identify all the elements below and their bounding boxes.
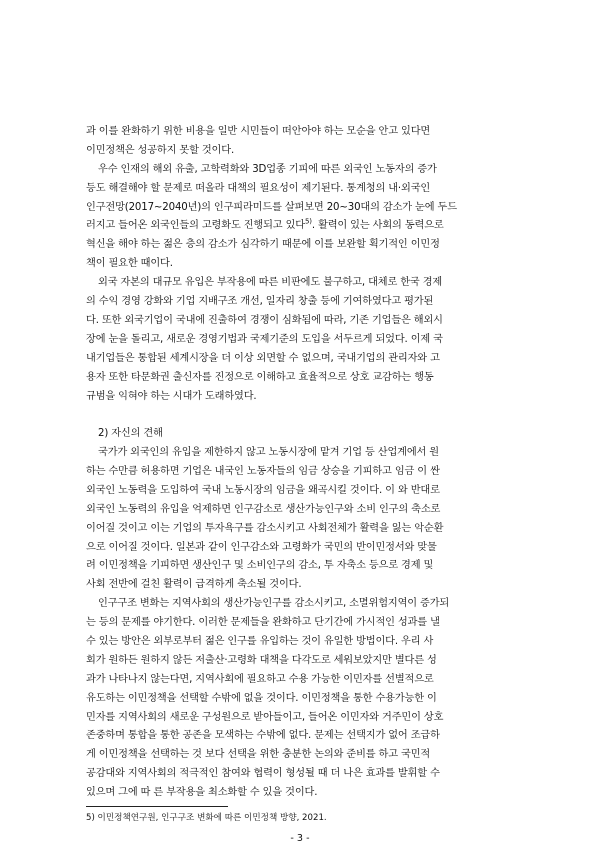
body-line: 인구전망(2017~2040년)의 인구피라미드를 살펴보면 20~30대의 감소가 눈에 두드 bbox=[86, 202, 457, 213]
footnote: 5) 이민정책연구원, 인구구조 변화에 따른 이민정책 방향, 2021. bbox=[86, 813, 327, 823]
body-line: 책이 필요한 때이다. bbox=[86, 258, 173, 269]
page-number: - 3 - bbox=[290, 833, 310, 844]
body-line: 이민정책은 성공하지 못할 것이다. bbox=[86, 145, 235, 156]
body-line-with-footnote bbox=[0, 217, 600, 232]
body-line: 외국인 노동력을 도입하여 국내 노동시장의 임금을 왜곡시킬 것이다. 이 와 반대로 bbox=[86, 485, 440, 496]
body-line: 외국 자본의 대규모 유입은 부작용에 따른 비판에도 불구하고, 대체로 한국 경제 bbox=[98, 277, 443, 288]
body-line: 용자 또한 타문화권 출신자를 진정으로 이해하고 효율적으로 상호 교감하는 행동 bbox=[86, 372, 434, 383]
body-line: 려 이민정책을 기피하면 생산인구 및 소비인구의 감소, 투 자축소 등으로 경제 및 bbox=[86, 560, 434, 571]
body-line: 등도 해결해야 할 문제로 떠올라 대책의 필요성이 제기된다. 통계청의 내·외국인 bbox=[86, 183, 431, 194]
body-line: 수 있는 방안은 외부로부터 젊은 인구를 유입하는 것이 유일한 방법이다. 우리 사 bbox=[86, 636, 434, 647]
body-line: 존중하며 통합을 통한 공존을 모색하는 수밖에 없다. 문제는 선택지가 없어 조급하 bbox=[86, 730, 440, 741]
body-line: 내기업들은 통합된 세계시장을 더 이상 외면할 수 없으며, 국내기업의 관리자와 고 bbox=[86, 353, 440, 364]
body-line: 사회 전반에 걸친 활력이 급격하게 축소될 것이다. bbox=[86, 579, 302, 590]
body-line: 민자를 지역사회의 새로운 구성원으로 받아들이고, 들어온 이민자와 거주민이 상호 bbox=[86, 712, 444, 723]
body-line: 이어질 것이고 이는 기업의 투자욕구를 감소시키고 사회전체가 활력을 잃는 악순환 bbox=[86, 523, 444, 534]
body-line: 과 이를 완화하기 위한 비용을 일반 시민들이 떠안아야 하는 모순을 안고 있다면 bbox=[86, 126, 431, 137]
body-line: 공감대와 지역사회의 적극적인 참여와 협력이 형성될 때 더 나은 효과를 발휘할 수 bbox=[86, 768, 440, 779]
body-line: 의 수익 경영 강화와 기업 지배구조 개선, 일자리 창출 등에 기여하였다고 평가된 bbox=[86, 296, 434, 307]
body-line: 우수 인재의 해외 유출, 고학력화와 3D업종 기피에 따른 외국인 노동자의 증가 bbox=[98, 164, 437, 175]
body-line: 과가 나타나지 않는다면, 지역사회에 필요하고 수용 가능한 이민자를 선별적으로 bbox=[86, 674, 434, 685]
body-line: 유도하는 이민정책을 선택할 수밖에 없을 것이다. 이민정책을 통한 수용가능한 이 bbox=[86, 693, 437, 704]
body-line: 는 등의 문제를 야기한다. 이러한 문제들을 완화하고 단기간에 가시적인 성과를 낼 bbox=[86, 617, 440, 628]
body-line: 국가가 외국인의 유입을 제한하지 않고 노동시장에 맡겨 기업 등 산업계에서 원 bbox=[98, 447, 439, 458]
body-line: 있으며 그에 따 른 부작용을 최소화할 수 있을 것이다. bbox=[86, 787, 318, 798]
section-heading: 2) 자신의 견해 bbox=[98, 428, 163, 439]
footnote-reference: 5) bbox=[304, 217, 312, 226]
body-line: 규범을 익혀야 하는 시대가 도래하였다. bbox=[86, 391, 257, 402]
body-line: 하는 수만큼 허용하면 기업은 내국인 노동자들의 임금 상승을 기피하고 임금 이 싼 bbox=[86, 466, 440, 477]
footnote-divider bbox=[86, 806, 228, 807]
body-line: 장에 눈을 돌리고, 새로운 경영기법과 국제기준의 도입을 서두르게 되었다. 이제 국 bbox=[86, 334, 443, 345]
body-line: 다. 또한 외국기업이 국내에 진출하여 경쟁이 심화됨에 따라, 기존 기업들은 해외시 bbox=[86, 315, 443, 326]
body-line: 혁신을 해야 하는 젊은 층의 감소가 심각하기 때문에 이를 보완할 획기적인 이민정 bbox=[86, 239, 440, 250]
body-line: 인구구조 변화는 지역사회의 생산가능인구를 감소시키고, 소멸위험지역이 증가되 bbox=[98, 598, 450, 609]
body-line: 으로 이어질 것이다. 일본과 같이 인구감소와 고령화가 국민의 반이민정서와 맞물 bbox=[86, 542, 437, 553]
body-line-text: 러지고 들어온 외국인들의 고령화도 진행되고 있다 bbox=[86, 220, 305, 231]
body-line: 게 이민정책을 선택하는 것 보다 선택을 위한 충분한 논의와 준비를 하고 국민적 bbox=[86, 749, 431, 760]
body-line: 외국인 노동력의 유입을 억제하면 인구감소로 생산가능인구와 소비 인구의 축소로 bbox=[86, 504, 441, 515]
body-line-tail: . 활력이 있는 사회의 동력으로 bbox=[311, 220, 444, 231]
body-line: 회가 원하든 원하지 않든 저출산·고령화 대책을 다각도로 세워보았지만 별다른 성 bbox=[86, 655, 437, 666]
